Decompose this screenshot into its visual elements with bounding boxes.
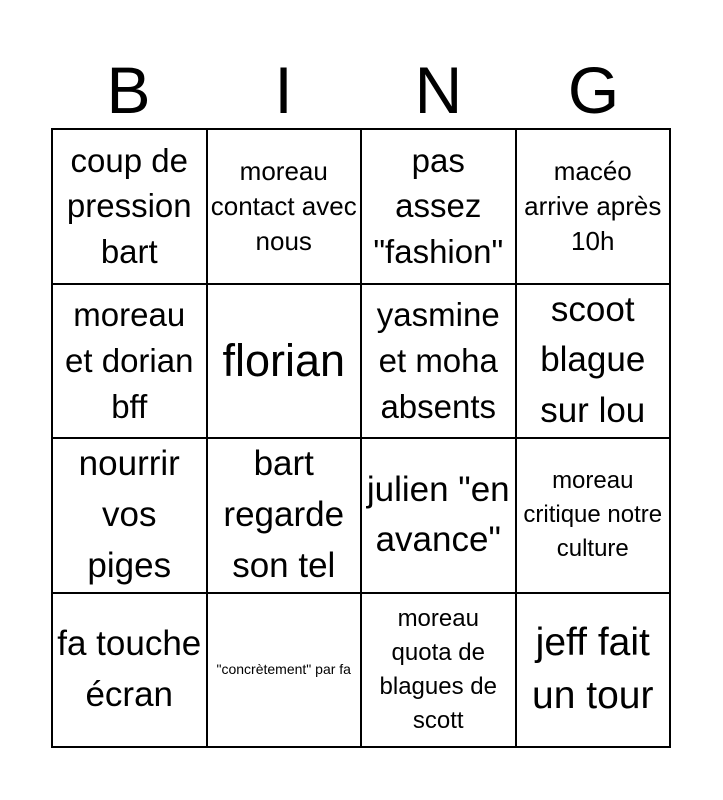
- bingo-cell-text: bart regarde son tel: [223, 444, 345, 585]
- bingo-board: [51, 128, 671, 748]
- bingo-cell[interactable]: [517, 130, 672, 285]
- bingo-cell[interactable]: [53, 285, 208, 440]
- bingo-cell[interactable]: [53, 439, 208, 594]
- bingo-cell-text: pas assez "fashion": [373, 141, 504, 271]
- bingo-cell-text: moreau quota de blagues de scott: [379, 604, 497, 734]
- bingo-cell[interactable]: [362, 285, 517, 440]
- bingo-cell-text: fa touche écran: [57, 624, 202, 714]
- bingo-cell-text: julien "en avance": [366, 469, 510, 560]
- bingo-cell[interactable]: [53, 594, 208, 749]
- bingo-cell-text: moreau critique notre culture: [523, 467, 663, 563]
- bingo-cell-text: "concrètement" par fa: [216, 660, 351, 677]
- bingo-cell[interactable]: [362, 594, 517, 749]
- bingo-cell-text: scoot blague sur lou: [540, 289, 646, 431]
- bingo-cell[interactable]: [208, 439, 363, 594]
- bingo-cell[interactable]: [208, 285, 363, 440]
- header-letter-i: I: [274, 53, 293, 127]
- bingo-cell-text: coup de pression bart: [66, 141, 192, 271]
- header-letter-b: B: [106, 53, 151, 127]
- bingo-cell-text: jeff fait un tour: [532, 621, 654, 717]
- bingo-cell-text: macéo arrive après 10h: [524, 156, 662, 256]
- bingo-cell-text: florian: [222, 334, 346, 386]
- bingo-cell-text: yasmine et moha absents: [376, 296, 500, 425]
- bingo-cell[interactable]: [517, 594, 672, 749]
- header-letter-g: G: [567, 53, 620, 127]
- bingo-cell[interactable]: [517, 285, 672, 440]
- bingo-cell[interactable]: [208, 130, 363, 285]
- bingo-cell[interactable]: [208, 594, 363, 749]
- bingo-cell[interactable]: [53, 130, 208, 285]
- bingo-cell-text: nourrir vos piges: [78, 444, 180, 585]
- bingo-cell[interactable]: [362, 130, 517, 285]
- bingo-cell-text: moreau contact avec nous: [210, 156, 357, 256]
- bingo-header: [51, 52, 671, 128]
- header-letter-n: N: [414, 53, 463, 127]
- bingo-cell[interactable]: [362, 439, 517, 594]
- bingo-cell-text: moreau et dorian bff: [65, 296, 194, 425]
- bingo-cell[interactable]: [517, 439, 672, 594]
